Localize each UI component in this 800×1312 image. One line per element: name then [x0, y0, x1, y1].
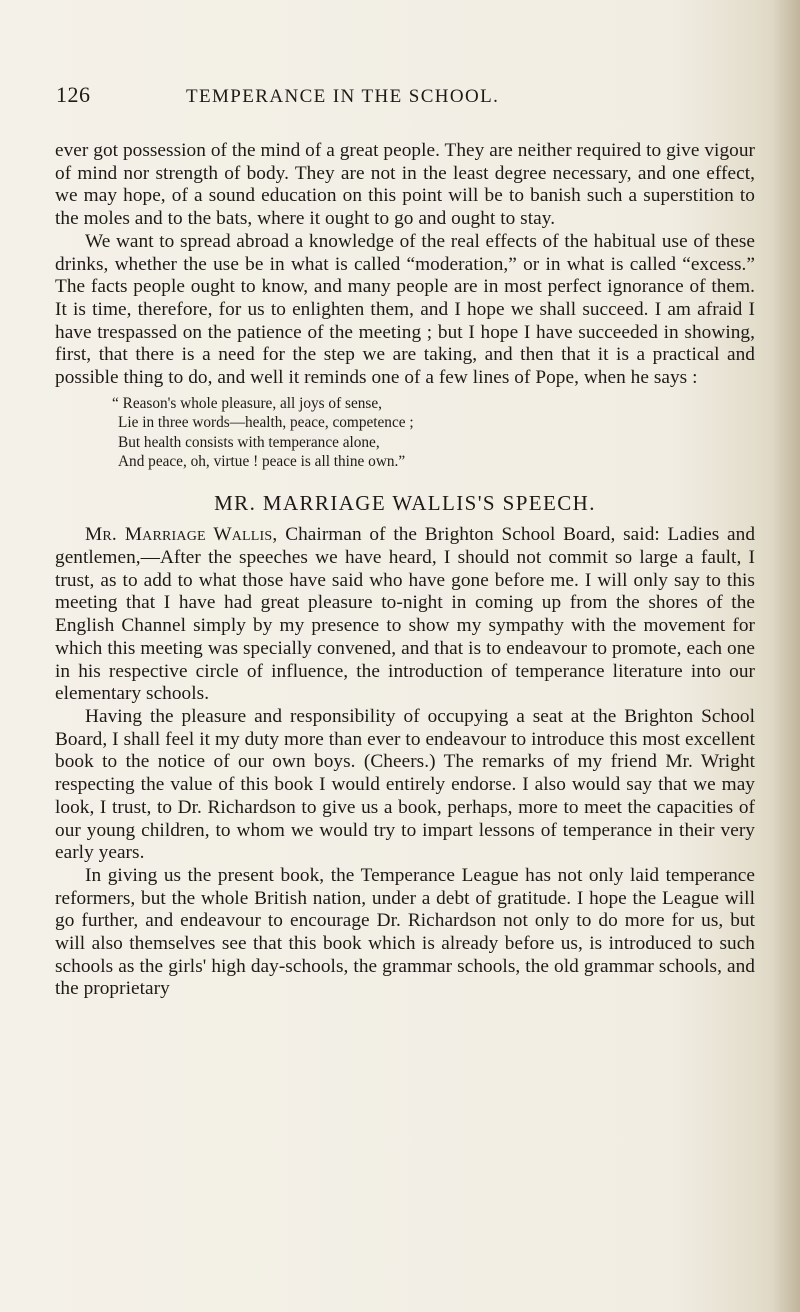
- quote-line-3: But health consists with temperance alone,: [118, 433, 380, 451]
- page-edge-shadow: [772, 0, 800, 1312]
- running-head: TEMPERANCE IN THE SCHOOL.: [186, 86, 500, 107]
- speech-paragraph-1-text: Chairman of the Brighton School Board, said: Ladies and gentlemen,—After the speeches we have heard, I should not commit so large a fault, I trust, as to add to what those have said who have gone before me. I will only say to this meeting that I have had great pleasure to-night in coming up from the shores of the English Channel simply by my presence to show my sympathy with the movement for which this meeting was specially convened, and that is to endeavour to promote, each one in his respective circle of influence, the introduction of temperance literature into our elementary schools.: [55, 524, 756, 705]
- speaker-name: Mr. Marriage Wallis,: [85, 524, 278, 546]
- quote-line-4: And peace, oh, virtue ! peace is all thine own.”: [118, 452, 406, 470]
- section-heading: MR. MARRIAGE WALLIS'S SPEECH.: [214, 491, 596, 516]
- quote-line-2: Lie in three words—health, peace, competence ;: [118, 414, 414, 432]
- page-number: 126: [56, 82, 91, 107]
- paragraph-continued: ever got possession of the mind of a great people. They are neither required to give vigour of mind nor strength of body. They are not in the least degree necessary, and one effect, we may hope, of a sound education on this point will be to banish such a superstition to the moles and to the bats, where it ought to go and ought to stay.: [55, 140, 755, 230]
- pope-quotation: [112, 394, 755, 472]
- page-header: [54, 82, 754, 112]
- paragraph-knowledge: We want to spread abroad a knowledge of the real effects of the habitual use of these drinks, whether the use be in what is called “moderation,” or in what is called “excess.” The facts people ought to know, and many people are in most perfect ignorance of them. It is time, therefore, for us to enlighten them, and I hope we shall succeed. I am afraid I have trespassed on the patience of the meeting ; but I hope I have succeeded in showing, first, that there is a need for the step we are taking, and then that it is a practical and possible thing to do, and well it reminds one of a few lines of Pope, when he says :: [55, 230, 755, 389]
- page-body: [55, 140, 755, 1001]
- speech-paragraph-1: [55, 524, 755, 706]
- speech-paragraph-3: In giving us the present book, the Temperance League has not only laid temperance reformers, but the whole British nation, under a debt of gratitude. I hope the League will go further, and endeavour to encourage Dr. Richardson not only to do more for us, but will also themselves see that this book which is already before us, is introduced to such schools as the girls' high day-schools, the grammar schools, the old grammar schools, and the proprietary: [55, 864, 755, 1000]
- speech-paragraph-2: Having the pleasure and responsibility of occupying a seat at the Brighton School Board, I shall feel it my duty more than ever to endeavour to introduce this most excellent book to the notice of our own boys. (Cheers.) The remarks of my friend Mr. Wright respecting the value of this book I would entirely endorse. I also would say that we may look, I trust, to Dr. Richardson to give us a book, perhaps, more to meet the capacities of our young children, to whom we would try to impart lessons of temperance in their very early years.: [55, 705, 755, 864]
- quote-line-1: “ Reason's whole pleasure, all joys of sense,: [112, 394, 382, 412]
